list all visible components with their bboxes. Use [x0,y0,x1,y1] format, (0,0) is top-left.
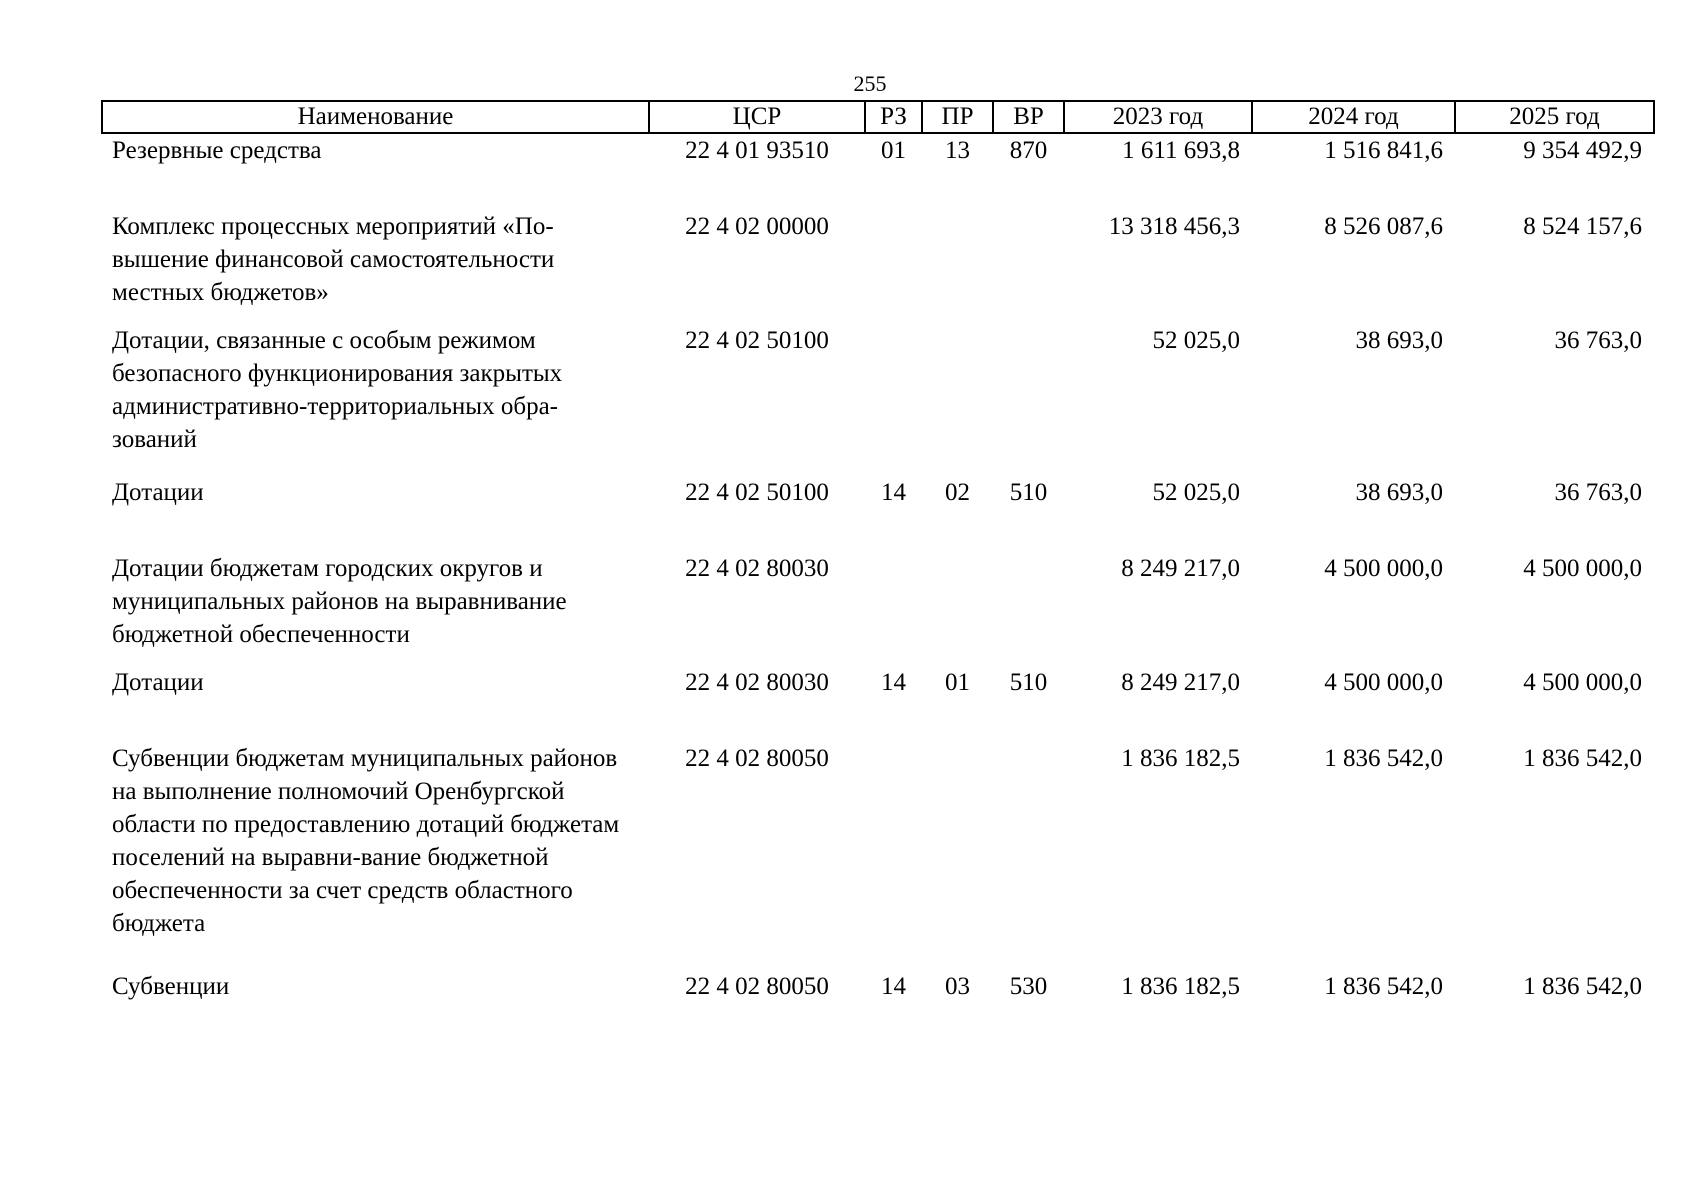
row-rz [865,210,922,324]
row-rz: 14 [881,479,906,506]
header-year-2024: 2024 год [1252,101,1455,133]
table-row [102,970,1654,1046]
row-2023: 52 025,0 [1152,479,1240,506]
header-rz: РЗ [865,101,922,133]
header-year-2025: 2025 год [1455,101,1654,133]
row-csr: 22 4 02 50100 [685,479,829,506]
row-vr [993,324,1064,476]
row-rz [865,742,922,970]
row-2024: 8 526 087,6 [1324,213,1443,240]
row-pr [922,324,993,476]
row-name: Дотации, связанные с особым режимом безопасного функционирования закрытых административно-территориальных обра-зований [112,327,563,453]
row-pr [922,742,993,970]
row-2025: 1 836 542,0 [1523,745,1642,772]
row-csr: 22 4 02 80050 [685,745,829,772]
row-vr: 510 [1009,669,1048,696]
row-2024: 38 693,0 [1355,327,1443,354]
row-pr [922,210,993,324]
table-row [102,133,1654,210]
table-row [102,324,1654,476]
header-pr: ПР [922,101,993,133]
row-2024: 38 693,0 [1355,479,1443,506]
row-2023: 1 836 182,5 [1121,973,1240,1000]
table-row [102,476,1654,552]
header-name: Наименование [102,101,649,133]
table-header-row [102,101,1654,133]
page-number: 255 [853,71,887,96]
row-2024: 4 500 000,0 [1324,555,1443,582]
row-2023: 1 611 693,8 [1122,137,1240,164]
row-rz: 14 [881,973,906,1000]
row-2023: 1 836 182,5 [1121,745,1240,772]
row-name: Дотации бюджетам городских округов и муниципальных районов на выравнивание бюджетной обеспеченности [112,555,567,648]
table-row [102,742,1654,970]
row-vr [993,210,1064,324]
row-2023: 8 249 217,0 [1121,555,1240,582]
row-2024: 1 836 542,0 [1324,973,1443,1000]
row-2023: 52 025,0 [1152,327,1240,354]
row-2025: 9 354 492,9 [1523,137,1642,164]
row-2025: 36 763,0 [1554,479,1642,506]
row-vr [993,552,1064,666]
table-row [102,210,1654,324]
row-2025: 4 500 000,0 [1523,555,1642,582]
table-body [102,133,1654,1046]
row-2025: 36 763,0 [1554,327,1642,354]
header-year-2023: 2023 год [1064,101,1252,133]
row-name: Субвенции [112,973,230,1000]
row-name: Дотации [112,479,204,506]
row-2025: 4 500 000,0 [1523,669,1642,696]
row-pr: 13 [945,137,970,164]
row-2024: 1 516 841,6 [1324,137,1443,164]
row-2024: 4 500 000,0 [1324,669,1443,696]
row-name: Субвенции бюджетам муниципальных районов на выполнение полномочий Оренбургской области по предоставлению дотаций бюджетам поселений на выравни-вание бюджетной обеспеченности за счет средств областного бюджета [112,745,620,937]
row-csr: 22 4 01 93510 [685,137,829,164]
table-row [102,666,1654,742]
row-vr: 870 [1009,137,1048,164]
budget-table [101,100,1655,1046]
header-vr: ВР [993,101,1064,133]
row-2025: 1 836 542,0 [1523,973,1642,1000]
row-pr: 03 [945,973,970,1000]
row-pr [922,552,993,666]
row-name: Дотации [112,669,204,696]
row-vr [993,742,1064,970]
row-csr: 22 4 02 80030 [685,555,829,582]
table-header [102,101,1654,133]
row-name: Комплекс процессных мероприятий «По-вышение финансовой самостоятельности местных бюджетов» [112,213,555,306]
row-rz: 01 [881,137,906,164]
row-csr: 22 4 02 80050 [685,973,829,1000]
row-csr: 22 4 02 50100 [685,327,829,354]
header-csr: ЦСР [649,101,865,133]
row-pr: 02 [945,479,970,506]
row-2023: 8 249 217,0 [1121,669,1240,696]
row-rz: 14 [881,669,906,696]
row-name: Резервные средства [112,137,322,164]
row-2023: 13 318 456,3 [1108,213,1240,240]
row-vr: 510 [1009,479,1048,506]
row-pr: 01 [945,669,970,696]
table-row [102,552,1654,666]
row-2024: 1 836 542,0 [1324,745,1443,772]
row-csr: 22 4 02 00000 [685,213,829,240]
row-2025: 8 524 157,6 [1523,213,1642,240]
row-rz [865,324,922,476]
row-vr: 530 [1009,973,1048,1000]
row-rz [865,552,922,666]
row-csr: 22 4 02 80030 [685,669,829,696]
